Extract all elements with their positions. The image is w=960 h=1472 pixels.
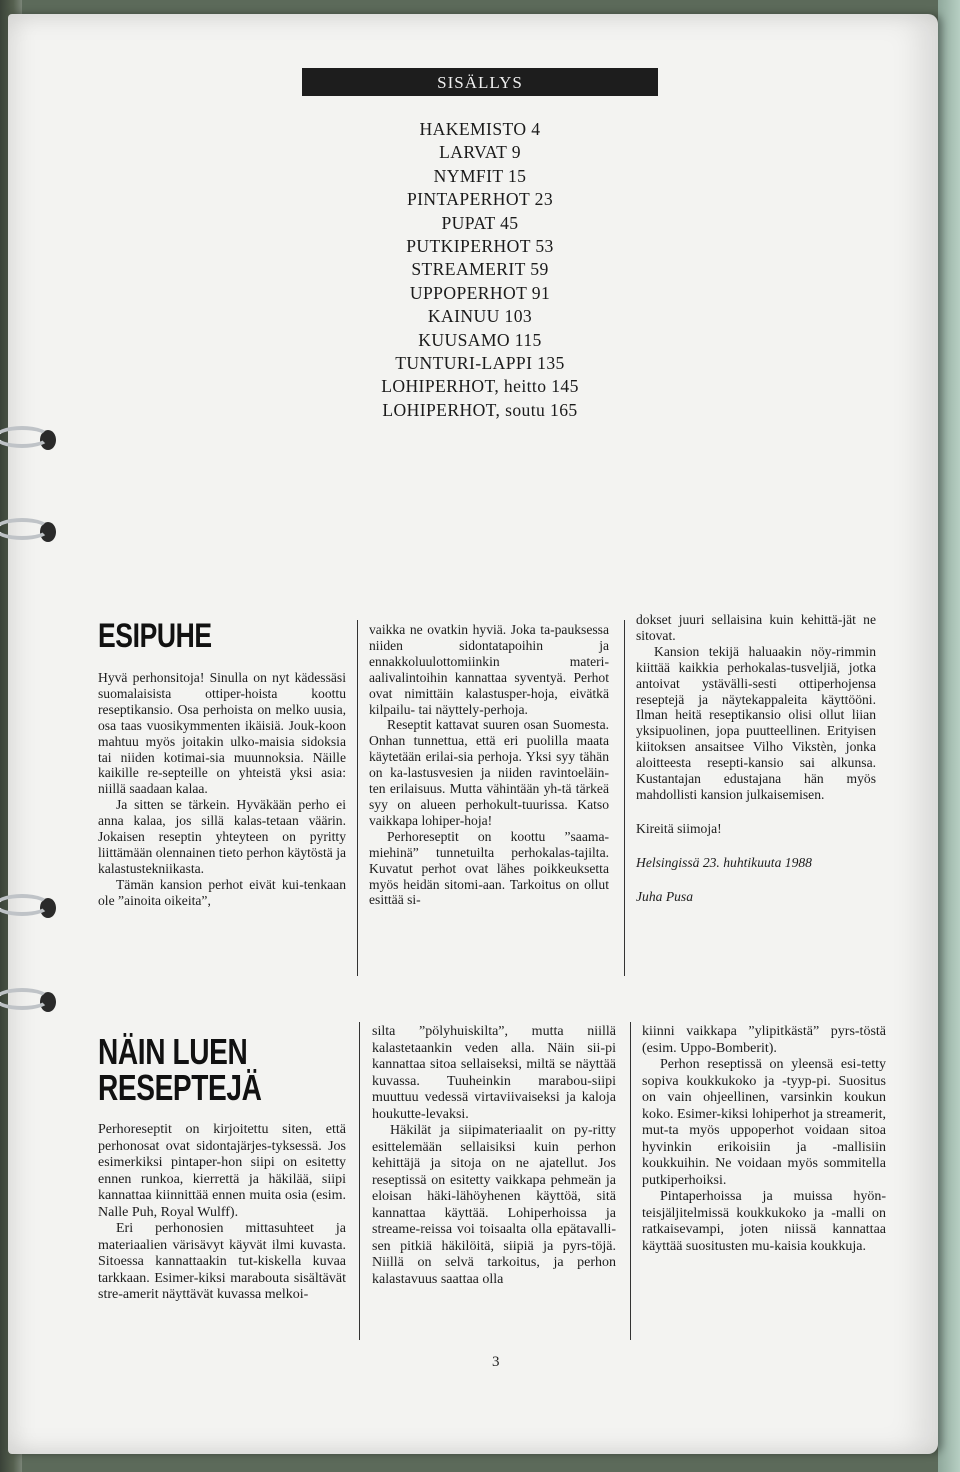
reading-heading-line-2: RESEPTEJÄ <box>98 1067 262 1108</box>
signature: Juha Pusa <box>636 888 694 904</box>
toc-entry: NYMFIT 15 <box>433 165 527 186</box>
reading-column-2 <box>372 1024 616 1288</box>
paragraph: Hyvä perhonsitoja! Sinulla on nyt kädessäsi suomalaisista ottiper-hoista koottu reseptikansio. Osa perhoista on melko uusia, osa taas vuosikymmenten ikäisiä. Jouk-koon mahtuu myös joitakin ulko-maisia sidoksia tai niiden kotimai-sia muunnoksia. Näille kaikille re-septeille on yhteistä yksi asia: niillä saadaan kalaa. <box>98 670 346 797</box>
toc-list <box>300 118 660 422</box>
toc-entry: STREAMERIT 59 <box>411 259 549 280</box>
toc-entry: KUUSAMO 115 <box>418 329 542 350</box>
binder-ring-icon <box>0 424 64 454</box>
toc-entry: HAKEMISTO 4 <box>419 119 541 139</box>
reading-heading-line-1: NÄIN LUEN <box>98 1031 248 1072</box>
preface-column-1 <box>98 670 346 909</box>
toc-entry: LOHIPERHOT, heitto 145 <box>381 376 579 397</box>
binder-ring-icon <box>0 986 64 1016</box>
paragraph: dokset juuri sellaisina kuin kehittä-jät ne sitovat. <box>636 612 876 643</box>
page-number: 3 <box>492 1354 500 1370</box>
toc-entry: PUTKIPERHOT 53 <box>406 236 554 257</box>
paragraph: Perhon reseptissä on yleensä esi-tetty sopiva koukkukoko ja -tyyp-pi. Suositus on vain ohjeellinen, varsinkin koukun koko. Esimer-kiksi lohiperhot ja streamerit, mut-ta myös uppoperhot voidaan sitoa hyvinkin erikoisiin ja -mallisiin koukkuihin. Ne voidaan myös sommitella putkiperhoiksi. <box>642 1057 886 1188</box>
column-divider <box>624 620 625 976</box>
paragraph: Perhoreseptit on kirjoitettu siten, että perhonosat ovat sidontajärjes-tyksessä. Jos esimerkiksi pintaper-hon siipi on esitetty ennen runkoa, kierrettä ja häkilää, siipi kannattaa kiinnittää ennen muita osia (esim. Nalle Puh, Royal Wulff). <box>98 1122 346 1220</box>
toc-entry: LARVAT 9 <box>439 142 521 163</box>
toc-entry: TUNTURI-LAPPI 135 <box>395 353 565 374</box>
toc-entry: UPPOPERHOT 91 <box>409 282 551 303</box>
paragraph: silta ”pölyhuiskilta”, mutta niillä kalastetaankin veden alla. Näin sii-pi kannattaa sitoa sellaiseksi, miltä se näyttää kuvassa. Tuuheinkin marabou-siipi muuttuu vedessä virtaviivaiseksi ja kaloja houkutte-levaksi. <box>372 1024 616 1122</box>
toc-entry: KAINUU 103 <box>427 306 533 327</box>
paragraph: Ja sitten se tärkein. Hyväkään perho ei anna kalaa, jos sillä kalas-tetaan väärin. Jokaisen reseptin yhteyteen on pyritty liittämään olennainen tieto perhon käytöstä ja kalastustekniikasta. <box>98 797 347 876</box>
preface-heading: ESIPUHE <box>98 617 212 655</box>
binder-ring-icon <box>0 516 64 546</box>
reading-column-1 <box>98 1122 346 1304</box>
paragraph: kiinni vaikkapa ”ylipitkästä” pyrs-töstä (esim. Uppo-Bomberit). <box>642 1024 886 1056</box>
column-divider <box>630 1022 631 1340</box>
toc-title: SISÄLLYS <box>302 68 658 96</box>
column-divider <box>359 1022 360 1340</box>
binder-cover-edge <box>938 0 960 1472</box>
reading-heading <box>98 1031 262 1108</box>
greeting: Kireitä siimoja! <box>636 820 722 836</box>
paragraph: Kansion tekijä haluaakin nöy-rimmin kiittää kaikkia perhokalas-tusveljiä, jotka antoivat ystävälli-sesti ottiperhojensa reseptejä ja näytekappaleita käyttööni. Ilman heitä reseptikansio olisi ollut liian yksipuolinen, jopa puutteellinen. Erityisen kiitoksen ansaitsee Vilho Vikstèn, jonka aloitteesta resepti-kansio sai alkunsa. Kustantajan edustajana hän myös mahdollisti kansion julkaisemisen. <box>636 643 876 802</box>
binder-ring-icon <box>0 892 64 922</box>
paragraph: Tämän kansion perhot eivät kui-tenkaan ole ”ainoita oikeita”, <box>98 876 346 908</box>
toc-entry: PINTAPERHOT 23 <box>406 189 554 210</box>
toc-entry: PUPAT 45 <box>441 212 519 233</box>
reading-column-3 <box>642 1024 886 1255</box>
place-date: Helsingissä 23. huhtikuuta 1988 <box>636 854 812 870</box>
paragraph: vaikka ne ovatkin hyviä. Joka ta-pauksessa niiden sidontatapoihin ja ennakkoluulottomiinkin materi-aalivalintoihin kannattaa syventyä. Perhot ovat nimittäin kalastusper-hoja, eivätkä kilpailu- tai näyttely-perhoja. <box>369 622 609 717</box>
column-divider <box>357 620 358 976</box>
toc-entry: LOHIPERHOT, soutu 165 <box>382 399 578 420</box>
paragraph: Perhoreseptit on koottu ”saama-miehinä” tunnetuilta perhokalas-tajilta. Kuvatut perhot ovat lähes poikkeuksetta myös heidän sitomi-aan. Tarkoitus on ollut esittää si- <box>369 828 609 908</box>
preface-column-3 <box>636 612 876 905</box>
paragraph: Reseptit kattavat suuren osan Suomesta. Onhan tunnettua, että eri puolilla maata käytetään erilai-sia perhoja. Yksi syy tähän on ka-lastusvesien ja niiden ravintoeläin-ten erilaisuus. Mutta vähintään yh-tä tärkeä syy on alueen perhokult-tuurissa. Katso vaikkapa lohiper-hoja! <box>369 717 609 828</box>
preface-column-2 <box>369 622 609 908</box>
paragraph: Eri perhonosien mittasuhteet ja materiaalien värisävyt käyvät ilmi kuvasta. Sitoessa kannattaakin tut-kiskella kuvaa tarkkaan. Esimer-kiksi marabouta sisältävät stre-amerit näyttävät kuvassa melkoi- <box>98 1221 346 1302</box>
paragraph: Pintaperhoissa ja muissa hyön-teisjäljitelmissä koukkukoko ja -malli on ratkaisevampi, joten niissä kannattaa käyttää suositusten mu-kaisia koukkuja. <box>642 1189 886 1254</box>
paragraph: Häkilät ja siipimateriaalit on py-ritty esittelemään sellaisiksi kuin perhon kehittäjä ja sitoja on ne ajatellut. Jos reseptissä on esitetty vaikkapa pehmeän ja eloisan häki-lähöyhenen käyttöä, sitä kannattaa käyttää. Lohiperhoissa ja streame-reissa voi toisaalta olla epätavalli-sen pitkiä häkilöitä, siipiä ja pyrs-töjä. Niillä on selvä tarkoitus, ja perhon kalastavuus saattaa olla <box>372 1123 616 1287</box>
